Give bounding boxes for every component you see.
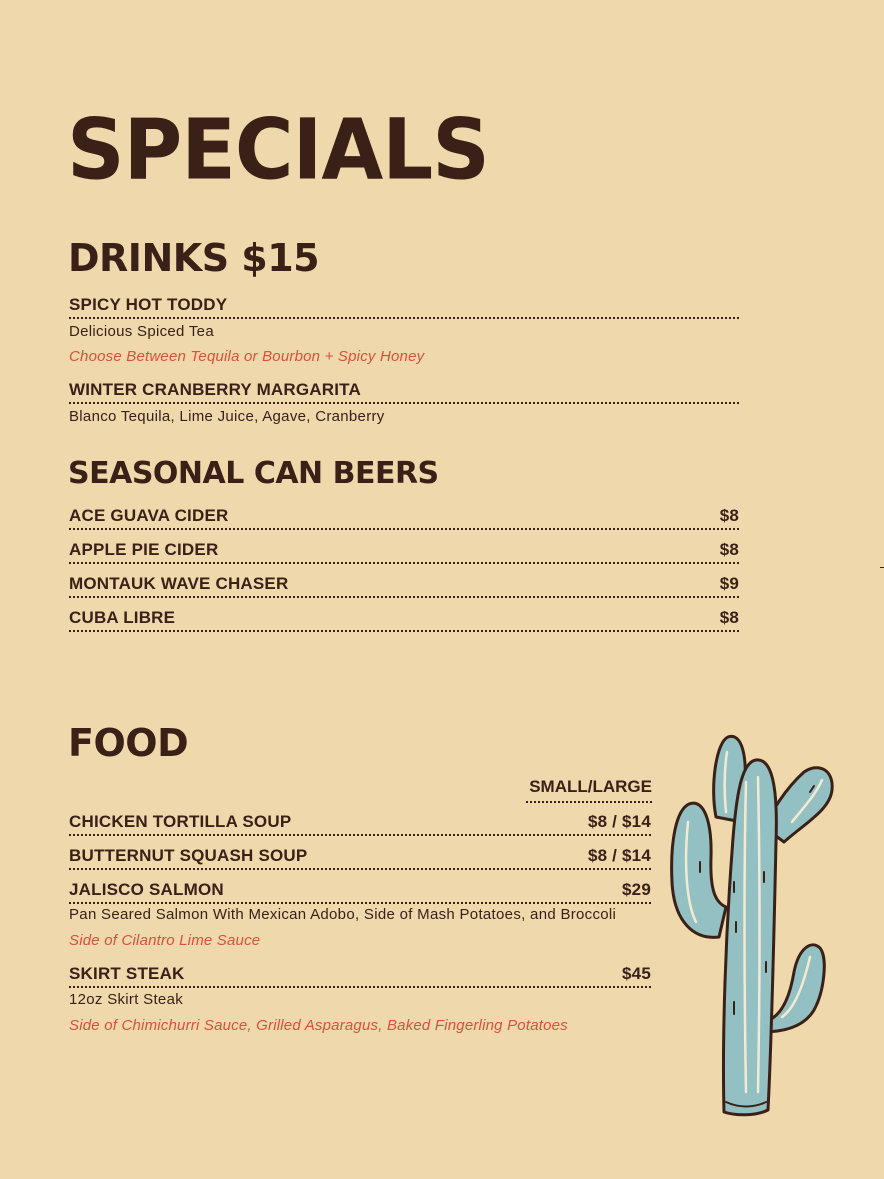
item-price: $8: [719, 540, 739, 559]
menu-item-chicken-tortilla-soup: [69, 810, 651, 836]
item-name: APPLE PIE CIDER: [69, 540, 219, 559]
item-note: Choose Between Tequila or Bourbon + Spicy Honey: [69, 348, 425, 365]
menu-item-apple-pie-cider: [69, 538, 739, 564]
menu-item-cuba-libre: [69, 606, 739, 632]
item-name: ACE GUAVA CIDER: [69, 506, 229, 525]
item-note: Side of Cilantro Lime Sauce: [69, 932, 261, 949]
item-name: BUTTERNUT SQUASH SOUP: [69, 846, 308, 865]
item-name: CUBA LIBRE: [69, 608, 176, 627]
item-description: Delicious Spiced Tea: [69, 323, 214, 340]
food-heading: FOOD: [68, 721, 189, 765]
menu-item-jalisco-salmon: [69, 878, 651, 904]
menu-item-spicy-hot-toddy: [69, 293, 739, 319]
cactus-illustration: [664, 732, 839, 1117]
item-name: SPICY HOT TODDY: [69, 295, 228, 314]
menu-item-butternut-squash-soup: [69, 844, 651, 870]
item-price: $8: [719, 506, 739, 525]
item-name: SKIRT STEAK: [69, 964, 185, 983]
page-title: SPECIALS: [67, 100, 489, 199]
item-description: Blanco Tequila, Lime Juice, Agave, Cranberry: [69, 408, 385, 425]
item-price: $29: [622, 880, 651, 899]
beers-heading: SEASONAL CAN BEERS: [68, 456, 439, 491]
item-note: Side of Chimichurri Sauce, Grilled Asparagus, Baked Fingerling Potatoes: [69, 1017, 568, 1034]
item-name: WINTER CRANBERRY MARGARITA: [69, 380, 361, 399]
item-price: $8 / $14: [587, 846, 651, 865]
menu-item-ace-guava-cider: [69, 504, 739, 530]
edge-mark: [880, 567, 884, 568]
item-name: CHICKEN TORTILLA SOUP: [69, 812, 292, 831]
item-price: $9: [719, 574, 739, 593]
size-column-header: SMALL/LARGE: [526, 777, 652, 803]
item-description: 12oz Skirt Steak: [69, 991, 184, 1008]
menu-item-montauk-wave-chaser: [69, 572, 739, 598]
item-description: Pan Seared Salmon With Mexican Adobo, Side of Mash Potatoes, and Broccoli: [69, 906, 617, 923]
item-price: $8: [719, 608, 739, 627]
item-name: MONTAUK WAVE CHASER: [69, 574, 289, 593]
item-price: $8 / $14: [587, 812, 651, 831]
drinks-heading: DRINKS $15: [68, 236, 320, 280]
menu-item-skirt-steak: [69, 962, 651, 988]
item-name: JALISCO SALMON: [69, 880, 224, 899]
menu-item-winter-cranberry-margarita: [69, 378, 739, 404]
item-price: $45: [622, 964, 651, 983]
